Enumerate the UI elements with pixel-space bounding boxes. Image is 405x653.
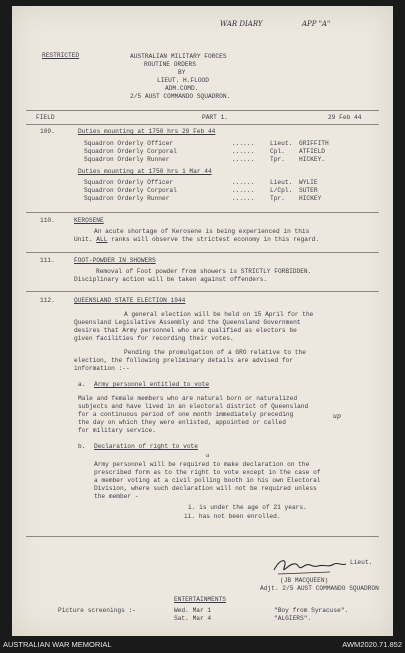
paragraph-line: for military service. bbox=[78, 427, 156, 434]
header-line-3: BY bbox=[178, 69, 186, 76]
section-110-heading: KEROSENE bbox=[74, 217, 104, 224]
paragraph-line: Army personnel will be required to make declaration on the bbox=[94, 461, 310, 468]
duty-name: SUTER bbox=[299, 187, 318, 194]
duty-rank: Lieut. bbox=[270, 179, 293, 186]
duty-dots: ...... bbox=[232, 140, 255, 147]
signatory-rank: Lieut. bbox=[350, 559, 373, 566]
subsection-a-label: a. bbox=[78, 381, 86, 388]
section-110-line-1: An acute shortage of Kerosene is being experienced in this bbox=[94, 228, 310, 235]
subsection-b-heading: Declaration of right to vote bbox=[94, 443, 198, 450]
section-109-number: 109. bbox=[40, 128, 55, 135]
duty-dots: ...... bbox=[232, 156, 255, 163]
screening-film-1: "Boy from Syracuse". bbox=[274, 607, 349, 614]
subsection-a-heading: Army personnel entitled to vote bbox=[94, 381, 210, 388]
subsection-b-label: b. bbox=[78, 443, 86, 450]
paragraph-line: election, the following preliminary details are advised for bbox=[74, 357, 294, 364]
section-109-heading-1: Duties mounting at 1750 hrs 29 Feb 44 bbox=[78, 128, 216, 135]
paragraph-line: A general election will be held on 15 April for the bbox=[124, 311, 314, 318]
handwritten-caret: a bbox=[206, 453, 210, 459]
paragraph-line: desires that Army personnel who are qualified as electors be bbox=[74, 327, 297, 334]
section-111-heading: FOOT-POWDER IN SHOWERS bbox=[74, 257, 156, 264]
section-112-number: 112. bbox=[40, 297, 55, 304]
footer-archive-name: AUSTRALIAN WAR MEMORIAL bbox=[3, 640, 112, 649]
footer-accession-number: AWM2020.71.852 bbox=[342, 640, 402, 649]
section-110-line-2: Unit. ALL ranks will observe the strictest economy in this regard. bbox=[74, 236, 320, 243]
signatory-name: (JB MACQUEEN) bbox=[280, 577, 329, 584]
duty-dots: ...... bbox=[232, 179, 255, 186]
section-divider bbox=[26, 252, 379, 253]
header-line-5: ADM.COMD. bbox=[165, 85, 199, 92]
title-rule-bottom bbox=[26, 124, 379, 125]
section-divider bbox=[26, 212, 379, 213]
war-diary-annotation: WAR DIARY bbox=[220, 20, 263, 28]
paragraph-line: Male and female members who are natural born or naturalized bbox=[78, 395, 298, 402]
header-line-2: ROUTINE ORDERS bbox=[144, 61, 196, 68]
paragraph-line: Division, where such declaration will not be required unless bbox=[94, 485, 317, 492]
section-109-heading-2: Duties mounting at 1750 hrs 1 Mar 44 bbox=[78, 168, 212, 175]
title-rule-top bbox=[26, 110, 379, 111]
picture-screenings-label: Picture screenings :- bbox=[58, 607, 136, 614]
handwritten-insert: up bbox=[333, 413, 341, 420]
duty-rank: Cpl. bbox=[270, 148, 285, 155]
duty-dots: ...... bbox=[232, 187, 255, 194]
paragraph-line: given facilities for recording their votes. bbox=[74, 335, 234, 342]
header-line-1: AUSTRALIAN MILITARY FORCES bbox=[130, 53, 227, 60]
duty-role: Squadron Orderly Officer bbox=[84, 140, 174, 147]
duty-role: Squadron Orderly Corporal bbox=[84, 148, 177, 155]
signatory-appointment: Adjt. 2/5 AUST COMMANDO SQUADRON bbox=[260, 585, 379, 592]
screening-date-2: Sat. Mar 4 bbox=[174, 615, 212, 622]
duty-rank: Tpr. bbox=[270, 195, 285, 202]
paragraph-line: for a continuous period of one month immediately preceding bbox=[78, 411, 294, 418]
duty-rank: Tpr. bbox=[270, 156, 285, 163]
order-date: 29 Feb 44 bbox=[328, 114, 362, 121]
duty-name: HICKEY bbox=[299, 195, 322, 202]
duty-role: Squadron Orderly Runner bbox=[84, 195, 170, 202]
screening-film-2: "ALGIERS". bbox=[274, 615, 312, 622]
part-label: PART 1. bbox=[202, 114, 228, 121]
duty-rank: Lieut. bbox=[270, 140, 293, 147]
document-page bbox=[12, 6, 393, 636]
appendix-annotation: APP "A" bbox=[302, 20, 331, 28]
section-divider bbox=[26, 536, 379, 537]
duty-name: HICKEY. bbox=[299, 156, 325, 163]
section-divider bbox=[26, 291, 379, 292]
header-line-4: LIEUT. H.FLOOD bbox=[157, 77, 209, 84]
duty-dots: ...... bbox=[232, 148, 255, 155]
section-111-number: 111. bbox=[40, 257, 55, 264]
duty-name: ATFIELD bbox=[299, 148, 325, 155]
condition-i: i. is under the age of 21 years. bbox=[188, 504, 307, 511]
paragraph-line: the member - bbox=[94, 493, 139, 500]
duty-role: Squadron Orderly Officer bbox=[84, 179, 174, 186]
duty-name: GRIFFITH bbox=[299, 140, 329, 147]
section-110-number: 110. bbox=[40, 217, 55, 224]
header-line-6: 2/5 AUST COMMANDO SQUADRON. bbox=[130, 93, 231, 100]
paragraph-line: Queensland Legislative Assembly and the Queensland Government bbox=[74, 319, 301, 326]
duty-name: WYLIE bbox=[299, 179, 318, 186]
duty-dots: ...... bbox=[232, 195, 255, 202]
section-111-line-2: Disciplinary action will be taken against offenders. bbox=[74, 276, 268, 283]
paragraph-line: information :-- bbox=[74, 365, 130, 372]
paragraph-line: prescribed form as to the right to vote except in the case of bbox=[94, 469, 321, 476]
duty-rank: L/Cpl. bbox=[270, 187, 293, 194]
restricted-label: RESTRICTED bbox=[42, 52, 80, 59]
duty-role: Squadron Orderly Runner bbox=[84, 156, 170, 163]
paragraph-line: subjects and have lived in an electoral district of Queensland bbox=[78, 403, 309, 410]
entertainments-heading: ENTERTAINMENTS bbox=[174, 596, 226, 603]
section-111-line-1: Removal of Foot powder from showers is STRICTLY FORBIDDEN. bbox=[96, 268, 312, 275]
screening-date-1: Wed. Mar 1 bbox=[174, 607, 212, 614]
duty-role: Squadron Orderly Corporal bbox=[84, 187, 177, 194]
field-label: FIELD bbox=[36, 114, 55, 121]
condition-ii: ii. has not been enrolled. bbox=[184, 513, 281, 520]
handwritten-signature bbox=[270, 554, 350, 578]
paragraph-line: the day on which they were enlisted, appointed or called bbox=[78, 419, 286, 426]
paragraph-line: a member voting at a civil polling booth in his own Electoral bbox=[94, 477, 321, 484]
section-112-heading: QUEENSLAND STATE ELECTION 1944 bbox=[74, 297, 186, 304]
paragraph-line: Pending the promulgation of a GRO relative to the bbox=[124, 349, 306, 356]
